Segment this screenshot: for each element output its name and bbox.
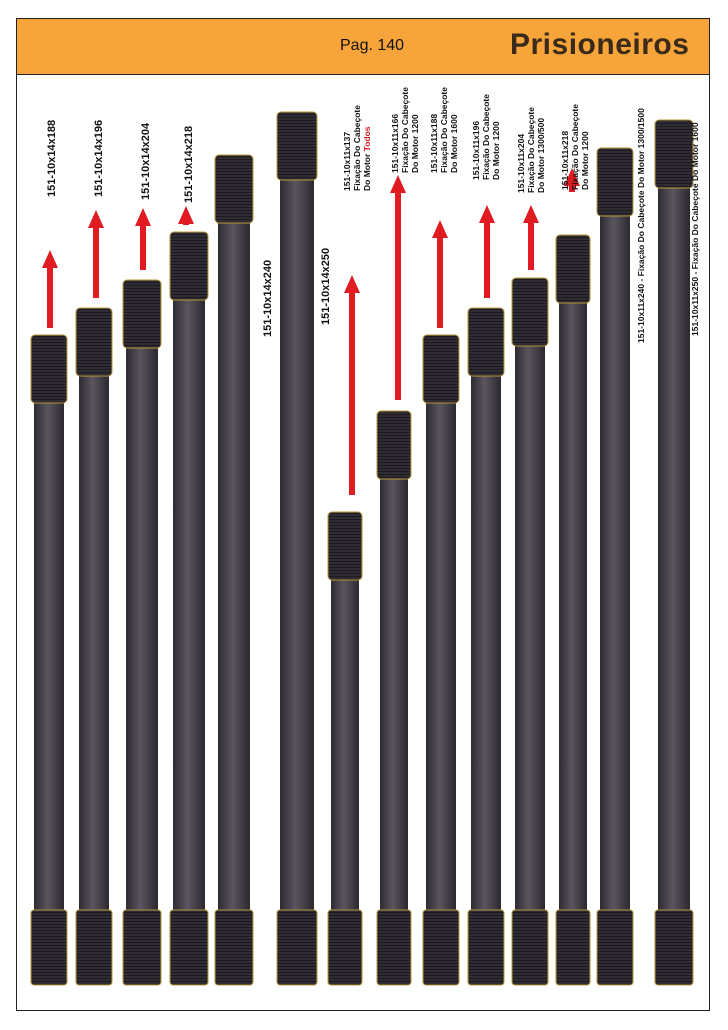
page-title: Prisioneiros xyxy=(510,28,690,61)
highlight-todos: Todos xyxy=(362,126,372,152)
arrow-up-icon xyxy=(344,275,360,495)
stud-rod xyxy=(377,411,411,985)
rod-label-6: 151-10x14x250 xyxy=(320,247,332,325)
stud-rod xyxy=(123,280,161,985)
stud-rod xyxy=(170,232,208,985)
stud-rod xyxy=(215,155,253,985)
arrow-up-icon xyxy=(523,205,539,270)
stud-rod xyxy=(597,148,633,985)
stud-rod xyxy=(468,308,504,985)
arrow-up-icon xyxy=(479,205,495,298)
page-number: Pag. 140 xyxy=(340,37,405,54)
arrow-up-icon xyxy=(432,220,448,328)
stud-rod xyxy=(76,308,112,985)
rod-label-1: 151-10x14x188 xyxy=(46,119,58,197)
rod-label-8: 151-10x11x166 Fixação Do Cabeçote Do Motor 1200 xyxy=(390,87,420,173)
stud-rod xyxy=(556,235,590,985)
arrow-up-icon xyxy=(178,206,194,225)
stud-rod xyxy=(655,120,693,985)
rod-label-14: 151-10x11x250 - Fixação Do Cabeçote Do Motor 1600 xyxy=(690,122,700,336)
rod-label-12: 151-10x11x218 Fixação Do Cabeçote Do Motor 1200 xyxy=(560,104,590,190)
stud-rod xyxy=(512,278,548,985)
rod-label-9: 151-10x11x188 Fixação Do Cabeçote Do Motor 1600 xyxy=(429,87,459,173)
rod-label-10: 151-10x11x196 Fixação Do Cabeçote Do Motor 1200 xyxy=(471,94,501,180)
arrow-up-icon xyxy=(42,250,58,328)
rod-label-4: 151-10x14x218 xyxy=(183,125,195,203)
stud-rod xyxy=(277,112,317,985)
stud-rod xyxy=(423,335,459,985)
rod-label-5: 151-10x14x240 xyxy=(262,259,274,337)
stud-rod xyxy=(328,512,362,985)
arrow-up-icon xyxy=(135,208,151,270)
rod-label-2: 151-10x14x196 xyxy=(93,119,105,197)
rod-label-3: 151-10x14x204 xyxy=(140,122,152,200)
arrow-up-icon xyxy=(88,210,104,298)
rod-label-11: 151-10x11x204 Fixação Do Cabeçote Do Motor 1300/500 xyxy=(516,107,546,193)
rod-label-7: 151-10x11x137 Fixação Do Cabeçote Do Motor Todos xyxy=(342,105,372,191)
arrow-up-icon xyxy=(390,175,406,400)
rod-label-13: 151-10x11x240 - Fixação Do Cabeçote Do Motor 1300/1500 xyxy=(636,108,646,343)
stud-rod xyxy=(31,335,67,985)
